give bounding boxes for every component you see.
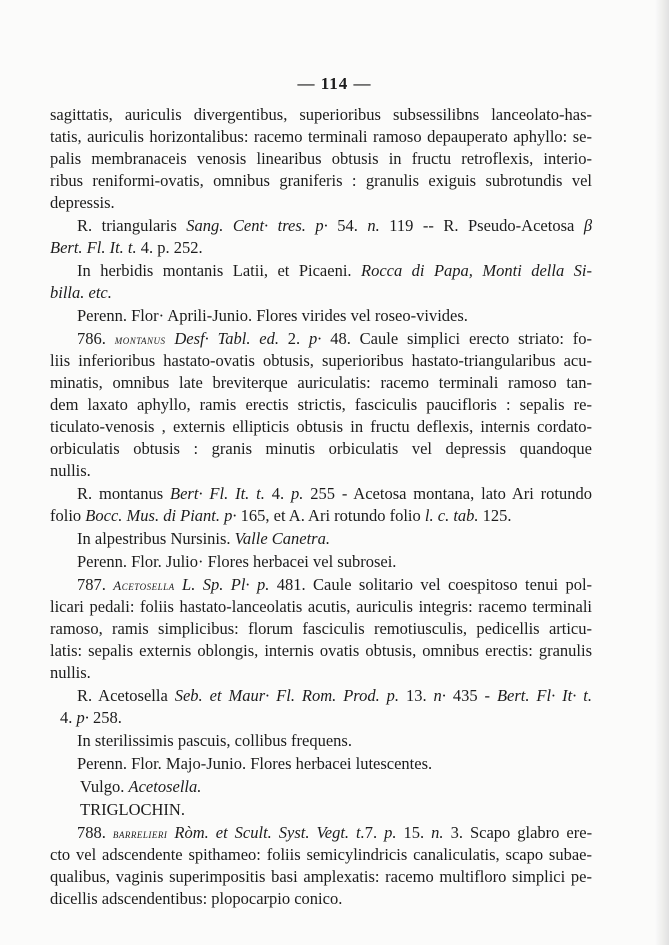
text-line [50,640,592,662]
text-line [50,350,592,372]
text-segment: Perenn. Flor· Aprili-Junio. Flores virides vel roseo-vivides. [77,306,468,325]
text-segment: R. montanus [77,484,171,503]
text-segment: 4. [60,708,77,727]
text-segment: depressis. [50,193,115,212]
text-line [50,416,592,438]
italic-citation: l. c. tab. [424,506,483,525]
text-segment: 125. [482,506,512,525]
italic-citation: Valle Canetra. [234,529,330,548]
text-segment: Vulgo. [80,777,129,796]
italic-citation: n· [433,686,453,705]
text-line [50,460,592,482]
text-segment: TRIGLOCHIN. [80,800,185,819]
text-segment: In sterilissimis pascuis, collibus frequens. [77,731,352,750]
italic-citation: p· [309,329,331,348]
text-segment: 13. [405,686,434,705]
italic-citation: Bert. Fl· It· t. [496,686,593,705]
text-segment: 3. Scapo glabro ere- [450,823,593,842]
text-segment: R. Acetosella [77,686,175,705]
text-segment: licari pedali: foliis hastato-lanceolatis acutis, auriculis integris: racemo terminali [50,597,592,616]
text-segment: Perenn. Flor. Julio· Flores herbacei vel subrosei. [77,552,397,571]
text-segment: cto vel adscendente spithameo: foliis semicylindricis canaliculatis, scapo subae- [50,845,592,864]
species-name: montanus [114,332,166,347]
text-segment: 165, et A. Ari rotundo folio [240,506,425,525]
text-segment: 435 - [452,686,497,705]
text-line [50,551,592,573]
text-segment: 4. [271,484,291,503]
text-segment: 54. [337,216,368,235]
text-segment: liis inferioribus hastato-ovatis obtusis, superioribus hastato-triangularibus acu- [50,351,592,370]
italic-citation: Bocc. Mus. di Piant. p· [85,506,241,525]
italic-citation: Rocca di Papa, Monti della Si- [361,261,593,280]
text-segment: folio [50,506,86,525]
italic-citation: Seb. et Maur· Fl. Rom. Prod. p. [174,686,406,705]
text-segment: qualibus, vaginis superimpositis basi amplexatis: racemo multifloro simplici pe- [50,867,592,886]
text-segment: palis membranaceis venosis linearibus obtusis in fructu retroflexis, interio- [50,149,592,168]
text-segment: 481. Caule solitario vel coespitoso tenui pol- [276,575,593,594]
italic-citation: L. Sp. Pl· p. [182,575,277,594]
text-line [50,260,592,282]
text-line [50,305,592,327]
text-segment: orbiculatis obtusis : granis minutis orbiculatis vel depressis quandoque [50,439,592,458]
text-line [50,574,592,596]
page-number: — 114 — [297,74,372,93]
italic-citation: Sang. Cent· tres. p· [186,216,338,235]
text-line [50,237,592,259]
italic-citation: Bert· Fl. It. t. [170,484,272,503]
text-segment: 255 - Acetosa montana, lato Ari rotundo [310,484,593,503]
text-line [50,483,592,505]
body-text [50,104,592,910]
text-segment: dem laxato aphyllo, ramis erectis strictis, fasciculis paucifloris : sepalis re- [50,395,592,414]
italic-citation: billa. etc. [50,283,112,302]
text-line [50,662,592,684]
text-line [50,192,592,214]
text-segment: 7. [364,823,385,842]
text-line [50,372,592,394]
page-edge-shadow [655,0,669,945]
italic-citation: p. [290,484,311,503]
text-line [50,104,592,126]
text-segment: 15. [403,823,432,842]
text-line [50,148,592,170]
text-line [50,505,592,527]
text-segment: dicellis adscendentibus: plopocarpio conico. [50,889,343,908]
text-segment: nullis. [50,461,91,480]
text-line [50,596,592,618]
text-segment: 787. [77,575,114,594]
text-segment [175,575,182,594]
text-line [50,618,592,640]
text-segment: 258. [93,708,122,727]
text-segment: 786. [77,329,115,348]
species-name: barrelieri [112,826,168,841]
text-line [50,215,592,237]
text-segment: sagittatis, auriculis divergentibus, superioribus subsessilibns lanceolato-has- [50,105,592,124]
text-line [50,822,592,844]
text-segment: In alpestribus Nursinis. [77,529,235,548]
italic-citation: Ròm. et Scult. Syst. Vegt. t. [174,823,365,842]
text-line [50,126,592,148]
text-segment: 2. [287,329,309,348]
text-segment: ribus reniformi-ovatis, omnibus graniferis : granulis exiguis subrotundis vel [50,171,592,190]
text-line [50,438,592,460]
text-line [50,528,592,550]
text-segment: 48. Caule simplici erecto striato: fo- [330,329,592,348]
text-segment: tatis, auriculis horizontalibus: racemo terminali ramoso depauperato aphyllo: se- [50,127,592,146]
text-segment: minatis, omnibus late breviterque auriculatis: racemo terminali ramoso tan- [50,373,592,392]
text-segment: R. triangularis [77,216,187,235]
text-line [50,844,592,866]
italic-citation: p. [384,823,404,842]
italic-citation: n. [367,216,390,235]
text-segment: In herbidis montanis Latii, et Picaeni. [77,261,361,280]
text-segment: ticulato-venosis , externis ellipticis obtusis in fructu deflexis, internis cordato- [50,417,592,436]
text-segment: 4. p. 252. [140,238,203,257]
species-name: Acetosella [113,578,175,593]
text-segment: 788. [77,823,113,842]
text-segment: nullis. [50,663,91,682]
text-line [50,799,592,821]
text-line [50,730,592,752]
text-line [50,328,592,350]
italic-citation: Desf· Tabl. ed. [174,329,288,348]
italic-citation: β [583,216,593,235]
text-segment: 119 -- R. Pseudo-Acetosa [389,216,584,235]
text-line [50,170,592,192]
text-line [50,753,592,775]
text-line [50,707,592,729]
italic-citation: Bert. Fl. It. t. [50,238,141,257]
text-segment: ramoso, ramis simplicibus: florum fasciculis remotiusculis, pedicellis articu- [50,619,592,638]
text-line [50,776,592,798]
italic-citation: p· [76,708,93,727]
text-segment: latis: sepalis externis oblongis, internis ovatis obtusis, omnibus erectis: granulis [50,641,592,660]
text-line [50,282,592,304]
italic-citation: n. [431,823,451,842]
text-line [50,685,592,707]
italic-citation: Acetosella. [128,777,202,796]
text-segment: Perenn. Flor. Majo-Junio. Flores herbacei lutescentes. [77,754,433,773]
text-line [50,394,592,416]
text-line [50,866,592,888]
text-line [50,888,592,910]
